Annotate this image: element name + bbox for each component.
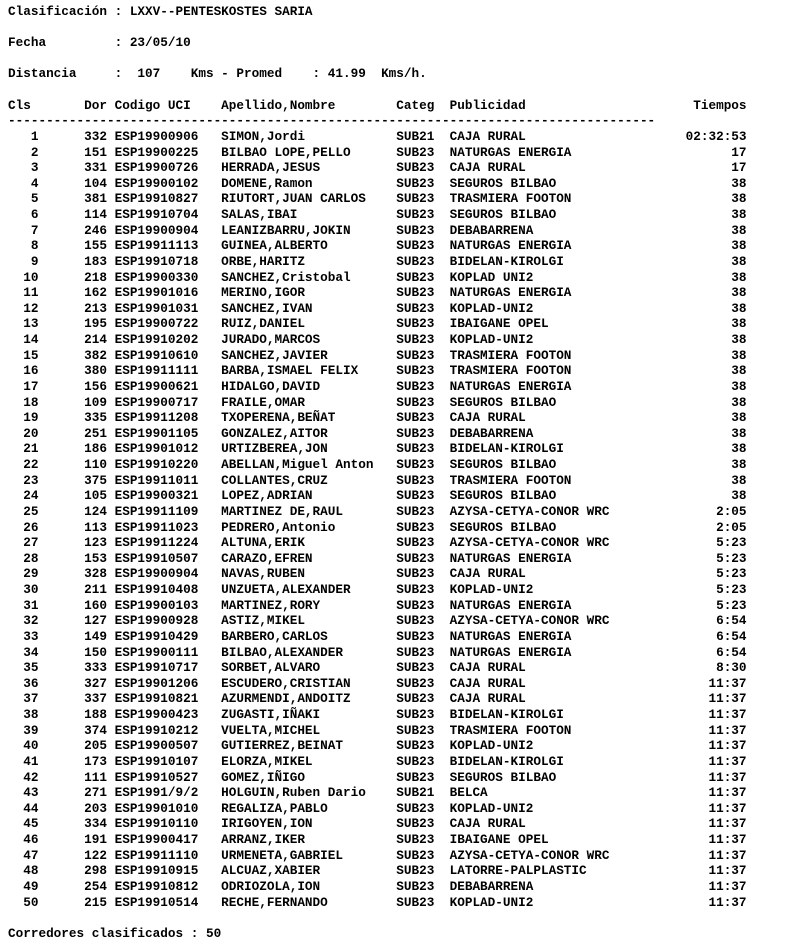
table-row: 6 114 ESP19910704 SALAS,IBAI SUB23 SEGUROS BILBAO 38 [8,207,747,223]
table-row: 25 124 ESP19911109 MARTINEZ DE,RAUL SUB23 AZYSA-CETYA-CONOR WRC 2:05 [8,503,747,519]
table-row: 11 162 ESP19901016 MERINO,IGOR SUB23 NATURGAS ENERGIA 38 [8,285,747,301]
table-row: 47 122 ESP19911110 URMENETA,GABRIEL SUB23 AZYSA-CETYA-CONOR WRC 11:37 [8,847,747,863]
table-row: 37 337 ESP19910821 AZURMENDI,ANDOITZ SUB23 CAJA RURAL 11:37 [8,691,747,707]
table-row: 13 195 ESP19900722 RUIZ,DANIEL SUB23 IBAIGANE OPEL 38 [8,316,747,332]
table-row: 19 335 ESP19911208 TXOPERENA,BEÑAT SUB23 CAJA RURAL 38 [8,410,747,426]
table-row: 9 183 ESP19910718 ORBE,HARITZ SUB23 BIDELAN-KIROLGI 38 [8,253,747,269]
spacer-line [8,910,787,926]
table-row: 33 149 ESP19910429 BARBERO,CARLOS SUB23 NATURGAS ENERGIA 6:54 [8,628,747,644]
table-row: 3 331 ESP19900726 HERRADA,JESUS SUB23 CAJA RURAL 17 [8,160,747,176]
table-row: 38 188 ESP19900423 ZUGASTI,IÑAKI SUB23 BIDELAN-KIROLGI 11:37 [8,707,747,723]
table-row: 16 380 ESP19911111 BARBA,ISMAEL FELIX SUB23 TRASMIERA FOOTON 38 [8,363,747,379]
table-row: 26 113 ESP19911023 PEDRERO,Antonio SUB23 SEGUROS BILBAO 2:05 [8,519,747,535]
table-row: 42 111 ESP19910527 GOMEZ,IÑIGO SUB23 SEGUROS BILBAO 11:37 [8,769,747,785]
table-row: 22 110 ESP19910220 ABELLAN,Miguel Anton SUB23 SEGUROS BILBAO 38 [8,457,747,473]
table-row: 36 327 ESP19901206 ESCUDERO,CRISTIAN SUB23 CAJA RURAL 11:37 [8,675,747,691]
table-row: 44 203 ESP19901010 REGALIZA,PABLO SUB23 KOPLAD-UNI2 11:37 [8,800,747,816]
divider-line: ------------------------------------------------------------------------------------- [8,113,656,129]
table-row: 43 271 ESP1991/9/2 HOLGUIN,Ruben Dario SUB21 BELCA 11:37 [8,785,747,801]
spacer-line [8,20,787,36]
table-row: 39 374 ESP19910212 VUELTA,MICHEL SUB23 TRASMIERA FOOTON 11:37 [8,722,747,738]
distance-line: Distancia : 107 Kms - Promed : 41.99 Kms/h. [8,66,427,82]
table-row: 18 109 ESP19900717 FRAILE,OMAR SUB23 SEGUROS BILBAO 38 [8,394,747,410]
table-row: 49 254 ESP19910812 ODRIOZOLA,ION SUB23 DEBABARRENA 11:37 [8,878,747,894]
table-row: 21 186 ESP19901012 URTIZBEREA,JON SUB23 BIDELAN-KIROLGI 38 [8,441,747,457]
table-row: 34 150 ESP19900111 BILBAO,ALEXANDER SUB23 NATURGAS ENERGIA 6:54 [8,644,747,660]
spacer-line [8,82,787,98]
table-row: 4 104 ESP19900102 DOMENE,Ramon SUB23 SEGUROS BILBAO 38 [8,175,747,191]
table-row: 15 382 ESP19910610 SANCHEZ,JAVIER SUB23 TRASMIERA FOOTON 38 [8,347,747,363]
date-line: Fecha : 23/05/10 [8,35,191,51]
document-text-lines [8,4,787,941]
table-row: 8 155 ESP19911113 GUINEA,ALBERTO SUB23 NATURGAS ENERGIA 38 [8,238,747,254]
table-row: 24 105 ESP19900321 LOPEZ,ADRIAN SUB23 SEGUROS BILBAO 38 [8,488,747,504]
footer-line: Corredores clasificados : 50 [8,925,222,941]
table-row: 45 334 ESP19910110 IRIGOYEN,ION SUB23 CAJA RURAL 11:37 [8,816,747,832]
table-row: 27 123 ESP19911224 ALTUNA,ERIK SUB23 AZYSA-CETYA-CONOR WRC 5:23 [8,535,747,551]
table-row: 12 213 ESP19901031 SANCHEZ,IVAN SUB23 KOPLAD-UNI2 38 [8,300,747,316]
table-row: 46 191 ESP19900417 ARRANZ,IKER SUB23 IBAIGANE OPEL 11:37 [8,832,747,848]
table-row: 28 153 ESP19910507 CARAZO,EFREN SUB23 NATURGAS ENERGIA 5:23 [8,550,747,566]
table-row: 17 156 ESP19900621 HIDALGO,DAVID SUB23 NATURGAS ENERGIA 38 [8,378,747,394]
table-row: 40 205 ESP19900507 GUTIERREZ,BEINAT SUB23 KOPLAD-UNI2 11:37 [8,738,747,754]
table-row: 32 127 ESP19900928 ASTIZ,MIKEL SUB23 AZYSA-CETYA-CONOR WRC 6:54 [8,613,747,629]
table-row: 23 375 ESP19911011 COLLANTES,CRUZ SUB23 TRASMIERA FOOTON 38 [8,472,747,488]
table-row: 14 214 ESP19910202 JURADO,MARCOS SUB23 KOPLAD-UNI2 38 [8,332,747,348]
classification-line: Clasificación : LXXV--PENTESKOSTES SARIA [8,4,313,19]
column-header-row: Cls Dor Codigo UCI Apellido,Nombre Categ Publicidad Tiempos [8,97,747,113]
table-row: 29 328 ESP19900904 NAVAS,RUBEN SUB23 CAJA RURAL 5:23 [8,566,747,582]
spacer-line [8,51,787,67]
table-row: 48 298 ESP19910915 ALCUAZ,XABIER SUB23 LATORRE-PALPLASTIC 11:37 [8,863,747,879]
table-row: 1 332 ESP19900906 SIMON,Jordi SUB21 CAJA RURAL 02:32:53 [8,128,747,144]
table-row: 7 246 ESP19900904 LEANIZBARRU,JOKIN SUB23 DEBABARRENA 38 [8,222,747,238]
table-row: 31 160 ESP19900103 MARTINEZ,RORY SUB23 NATURGAS ENERGIA 5:23 [8,597,747,613]
table-row: 5 381 ESP19910827 RIUTORT,JUAN CARLOS SUB23 TRASMIERA FOOTON 38 [8,191,747,207]
table-row: 20 251 ESP19901105 GONZALEZ,AITOR SUB23 DEBABARRENA 38 [8,425,747,441]
table-row: 10 218 ESP19900330 SANCHEZ,Cristobal SUB23 KOPLAD UNI2 38 [8,269,747,285]
table-row: 41 173 ESP19910107 ELORZA,MIKEL SUB23 BIDELAN-KIROLGI 11:37 [8,753,747,769]
table-row: 2 151 ESP19900225 BILBAO LOPE,PELLO SUB23 NATURGAS ENERGIA 17 [8,144,747,160]
table-row: 35 333 ESP19910717 SORBET,ALVARO SUB23 CAJA RURAL 8:30 [8,660,747,676]
table-row: 50 215 ESP19910514 RECHE,FERNANDO SUB23 KOPLAD-UNI2 11:37 [8,894,747,910]
table-row: 30 211 ESP19910408 UNZUETA,ALEXANDER SUB23 KOPLAD-UNI2 5:23 [8,582,747,598]
